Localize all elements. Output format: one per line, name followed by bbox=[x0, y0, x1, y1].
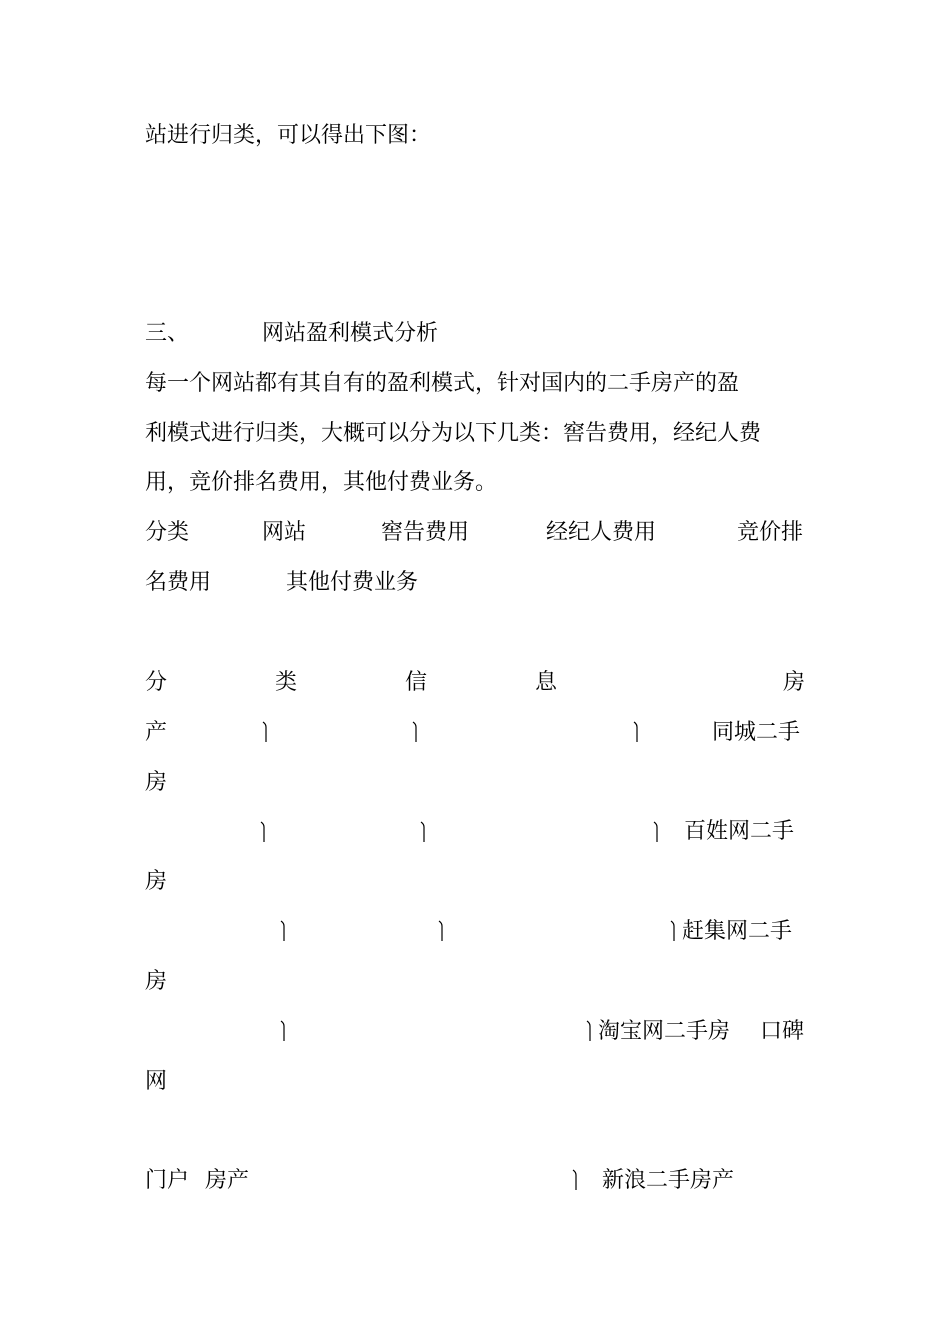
site-baixing: 百姓网二手 bbox=[684, 819, 795, 844]
site-koubei: 口碑 bbox=[760, 1019, 805, 1044]
site-baixing-cont: 房 bbox=[145, 869, 168, 894]
site-ganji-cont: 房 bbox=[145, 969, 168, 994]
bracket-mark bbox=[420, 821, 426, 843]
bracket-mark bbox=[262, 721, 268, 743]
bracket-mark bbox=[280, 920, 286, 942]
category-portal: 门户 bbox=[145, 1168, 190, 1193]
bracket-mark bbox=[260, 821, 266, 843]
paragraph-line-2: 利模式进行归类，大概可以分为以下几类：窖告费用，经纪人费 bbox=[145, 421, 762, 446]
site-tongcheng-cont: 房 bbox=[145, 770, 168, 795]
header-broker-fee: 经纪人费用 bbox=[546, 520, 657, 545]
bracket-mark bbox=[280, 1020, 286, 1042]
category-portal-realestate: 房产 bbox=[205, 1168, 250, 1193]
site-tongcheng: 同城二手 bbox=[712, 720, 801, 745]
header-website: 网站 bbox=[262, 520, 307, 545]
header-other-paid: 其他付费业务 bbox=[286, 570, 419, 595]
site-koubei-cont: 网 bbox=[145, 1069, 168, 1094]
site-ganji: 赶集网二手 bbox=[682, 919, 793, 944]
header-bidding-fee-part1: 竞价排 bbox=[737, 520, 804, 545]
category-char-5: 房 bbox=[783, 670, 806, 695]
bracket-mark bbox=[586, 1020, 592, 1042]
section-number: 三、 bbox=[145, 321, 190, 346]
category-char-1: 分 bbox=[145, 670, 168, 695]
bracket-mark bbox=[633, 721, 639, 743]
paragraph-line-3: 用，竞价排名费用，其他付费业务。 bbox=[145, 470, 498, 495]
bracket-mark bbox=[412, 721, 418, 743]
header-category: 分类 bbox=[145, 520, 190, 545]
paragraph-line-1: 每一个网站都有其自有的盈利模式，针对国内的二手房产的盈 bbox=[145, 371, 740, 396]
bracket-mark bbox=[670, 920, 676, 942]
bracket-mark bbox=[653, 821, 659, 843]
bracket-mark bbox=[572, 1169, 578, 1191]
category-char-4: 息 bbox=[535, 670, 558, 695]
category-char-6: 产 bbox=[145, 720, 168, 745]
site-sina: 新浪二手房产 bbox=[602, 1168, 735, 1193]
header-ad-fee: 窖告费用 bbox=[381, 520, 470, 545]
intro-line: 站进行归类，可以得出下图： bbox=[145, 123, 432, 148]
section-title: 网站盈利模式分析 bbox=[262, 321, 439, 346]
site-taobao: 淘宝网二手房 bbox=[598, 1019, 731, 1044]
bracket-mark bbox=[438, 920, 444, 942]
header-bidding-fee-part2: 名费用 bbox=[145, 570, 212, 595]
category-char-3: 信 bbox=[405, 670, 428, 695]
category-char-2: 类 bbox=[275, 670, 298, 695]
